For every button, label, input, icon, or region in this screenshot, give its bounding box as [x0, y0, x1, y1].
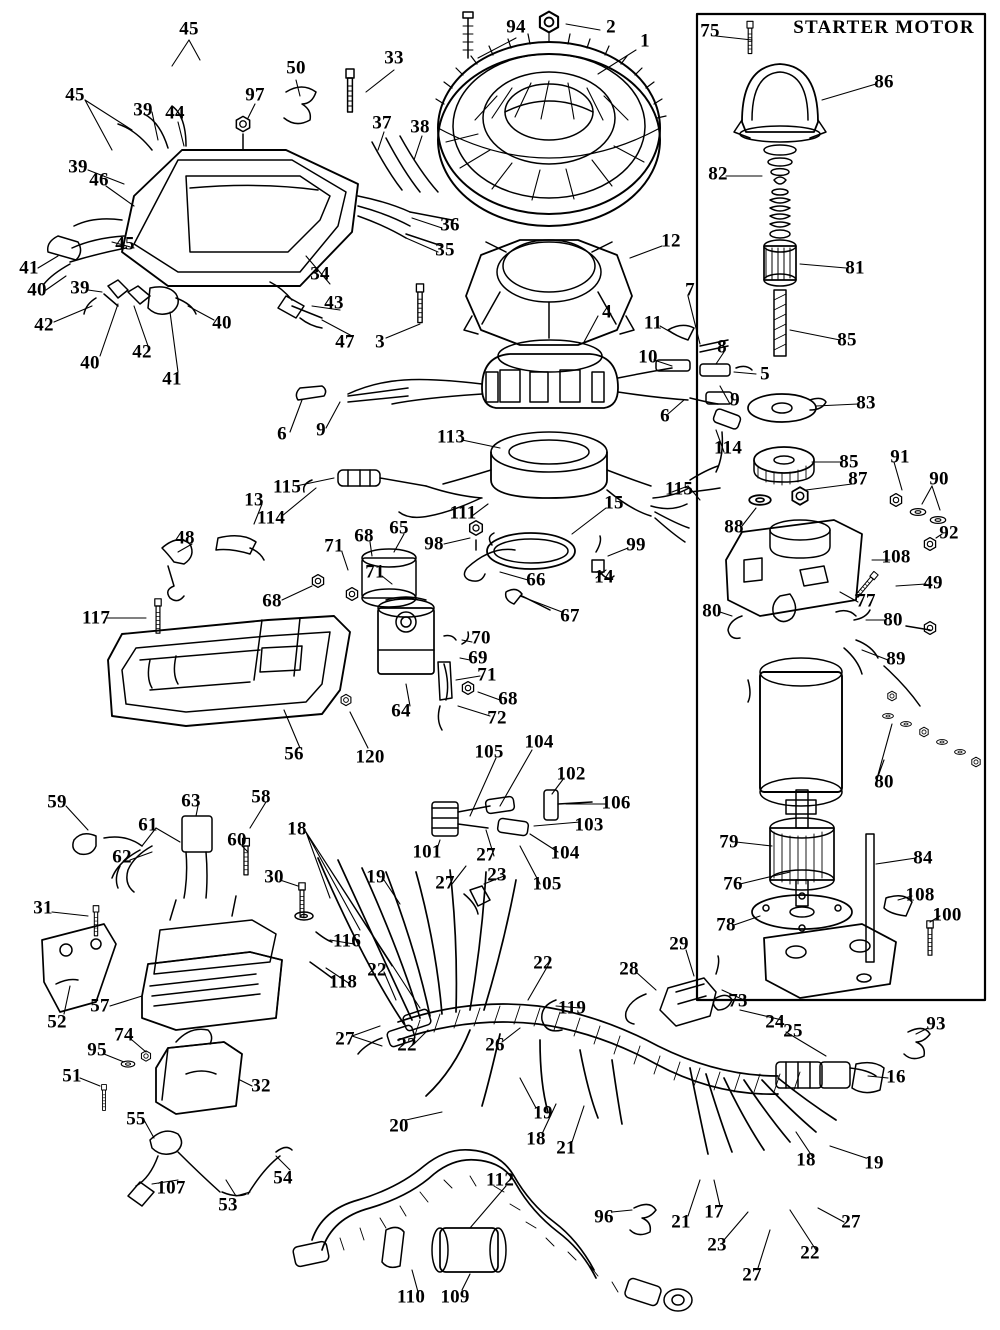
callout-number: 61: [138, 814, 158, 836]
callout-number: 12: [661, 230, 681, 252]
callout-number: 8: [717, 336, 727, 358]
callout-number: 102: [556, 763, 586, 785]
callout-number: 110: [396, 1286, 426, 1308]
callout-number: 74: [114, 1024, 134, 1046]
callout-number: 52: [47, 1011, 67, 1033]
callout-number: 59: [47, 791, 67, 813]
callout-number: 118: [328, 971, 358, 993]
callout-number: 119: [557, 997, 587, 1019]
callout-number: 103: [574, 814, 604, 836]
callout-number: 67: [560, 605, 580, 627]
callout-number: 24: [765, 1011, 785, 1033]
callout-number: 68: [262, 590, 282, 612]
callout-number: 94: [506, 16, 526, 38]
callout-number: 107: [156, 1177, 186, 1199]
callout-number: 4: [602, 301, 612, 323]
callout-number: 40: [212, 312, 232, 334]
callout-number: 20: [389, 1115, 409, 1137]
callout-number: 41: [19, 257, 39, 279]
callout-number: 89: [886, 648, 906, 670]
callout-number: 27: [335, 1028, 355, 1050]
callout-number: 14: [594, 566, 614, 588]
callout-number: 5: [760, 363, 770, 385]
callout-number: 71: [365, 561, 385, 583]
callout-number: 68: [498, 688, 518, 710]
callout-number: 47: [335, 331, 355, 353]
callout-number: 42: [34, 314, 54, 336]
callout-number: 116: [332, 930, 362, 952]
callout-number: 22: [800, 1242, 820, 1264]
callout-number: 1: [640, 30, 650, 52]
callout-number: 9: [316, 419, 326, 441]
callout-number: 2: [606, 16, 616, 38]
callout-number: 88: [724, 516, 744, 538]
callout-number: 75: [700, 20, 720, 42]
callout-number: 22: [397, 1034, 417, 1056]
callout-number: 113: [436, 426, 466, 448]
callout-number: 45: [179, 18, 199, 40]
callout-number: 16: [886, 1066, 906, 1088]
callout-number: 56: [284, 743, 304, 765]
callout-number: 109: [440, 1286, 470, 1308]
callout-number: 71: [324, 535, 344, 557]
callout-number: 99: [626, 534, 646, 556]
callout-number: 39: [68, 156, 88, 178]
callout-number: 86: [874, 71, 894, 93]
callout-number: 65: [389, 517, 409, 539]
callout-number: 27: [435, 872, 455, 894]
callout-number: 66: [526, 569, 546, 591]
callout-number: 25: [783, 1020, 803, 1042]
callout-number: 19: [533, 1102, 553, 1124]
callout-number: 44: [165, 102, 185, 124]
callout-number: 93: [926, 1013, 946, 1035]
callout-number: 76: [723, 873, 743, 895]
callout-number: 32: [251, 1075, 271, 1097]
callout-number: 104: [550, 842, 580, 864]
callout-number: 22: [533, 952, 553, 974]
callout-number: 105: [532, 873, 562, 895]
callout-number: 80: [874, 771, 894, 793]
callout-number: 13: [244, 489, 264, 511]
callout-number: 69: [468, 647, 488, 669]
callout-number: 83: [856, 392, 876, 414]
callout-number: 90: [929, 468, 949, 490]
callout-number: 19: [366, 866, 386, 888]
callout-number: 64: [391, 700, 411, 722]
callout-number: 33: [384, 47, 404, 69]
callout-number: 27: [742, 1264, 762, 1286]
callout-number: 27: [476, 844, 496, 866]
callout-number: 18: [796, 1149, 816, 1171]
callout-number: 79: [719, 831, 739, 853]
callout-number: 30: [264, 866, 284, 888]
callout-number: 40: [80, 352, 100, 374]
callout-number: 82: [708, 163, 728, 185]
callout-number: 101: [412, 841, 442, 863]
callout-number: 19: [864, 1152, 884, 1174]
callout-number: 50: [286, 57, 306, 79]
callout-number: 115: [272, 476, 302, 498]
callout-number: 23: [487, 864, 507, 886]
callout-number: 95: [87, 1039, 107, 1061]
callout-number: 11: [643, 312, 663, 334]
callout-number: 117: [81, 607, 111, 629]
callout-number: 31: [33, 897, 53, 919]
callout-number: 108: [881, 546, 911, 568]
callout-number: 26: [485, 1034, 505, 1056]
callout-number: 37: [372, 112, 392, 134]
callout-number: 80: [702, 600, 722, 622]
callout-number: 96: [594, 1206, 614, 1228]
callout-number: 85: [839, 451, 859, 473]
callout-number: 63: [181, 790, 201, 812]
callout-number: 41: [162, 368, 182, 390]
callout-number: 51: [62, 1065, 82, 1087]
callout-number: 77: [856, 590, 876, 612]
callout-number: 81: [845, 257, 865, 279]
callout-number: 85: [837, 329, 857, 351]
callout-number: 111: [449, 502, 477, 524]
callout-number: 39: [70, 277, 90, 299]
callout-number: 71: [477, 664, 497, 686]
callout-number: 43: [324, 292, 344, 314]
callout-number: 17: [704, 1201, 724, 1223]
callout-number: 104: [524, 731, 554, 753]
callout-number: 42: [132, 341, 152, 363]
callout-number: 68: [354, 525, 374, 547]
callout-number: 9: [730, 389, 740, 411]
callout-number: 73: [728, 990, 748, 1012]
callout-number: 49: [923, 572, 943, 594]
callout-number: 60: [227, 829, 247, 851]
callout-number: 91: [890, 446, 910, 468]
callout-number: 39: [133, 99, 153, 121]
callout-number: 80: [883, 609, 903, 631]
callout-number: 29: [669, 933, 689, 955]
callout-number: 46: [89, 169, 109, 191]
callout-number: 15: [604, 492, 624, 514]
callout-number: 55: [126, 1108, 146, 1130]
callout-number: 18: [526, 1128, 546, 1150]
starter-motor-panel-title: STARTER MOTOR: [793, 17, 975, 38]
callout-number: 62: [112, 846, 132, 868]
callout-number: 18: [287, 818, 307, 840]
callout-number: 45: [115, 233, 135, 255]
callout-number: 114: [256, 507, 286, 529]
callout-number: 21: [671, 1211, 691, 1233]
callout-number: 100: [932, 904, 962, 926]
callout-number: 70: [471, 627, 491, 649]
callout-number: 106: [601, 792, 631, 814]
callout-number: 23: [707, 1234, 727, 1256]
callout-number: 6: [660, 405, 670, 427]
callout-number: 35: [435, 239, 455, 261]
callout-number: 72: [487, 707, 507, 729]
callout-number: 48: [175, 527, 195, 549]
callout-number: 98: [424, 533, 444, 555]
callout-number: 3: [375, 331, 385, 353]
callout-number: 112: [485, 1169, 515, 1191]
callout-number: 97: [245, 84, 265, 106]
callout-number: 92: [939, 522, 959, 544]
callout-number: 105: [474, 741, 504, 763]
callout-number: 54: [273, 1167, 293, 1189]
callout-number: 27: [841, 1211, 861, 1233]
callout-number: 87: [848, 468, 868, 490]
callout-number: 114: [713, 437, 743, 459]
callout-number: 28: [619, 958, 639, 980]
callout-number: 53: [218, 1194, 238, 1216]
callout-number: 115: [664, 478, 694, 500]
callout-number: 36: [440, 214, 460, 236]
callout-number: 21: [556, 1137, 576, 1159]
callout-number: 38: [410, 116, 430, 138]
callout-number: 40: [27, 279, 47, 301]
callout-number: 108: [905, 884, 935, 906]
callout-number: 22: [367, 959, 387, 981]
callout-number: 57: [90, 995, 110, 1017]
callout-number: 7: [685, 279, 695, 301]
callout-number: 6: [277, 423, 287, 445]
callout-number: 34: [310, 263, 330, 285]
callout-number: 84: [913, 847, 933, 869]
callout-number: 120: [355, 746, 385, 768]
callout-number: 58: [251, 786, 271, 808]
callout-number: 78: [716, 914, 736, 936]
callout-number: 10: [638, 346, 658, 368]
callout-number: 45: [65, 84, 85, 106]
